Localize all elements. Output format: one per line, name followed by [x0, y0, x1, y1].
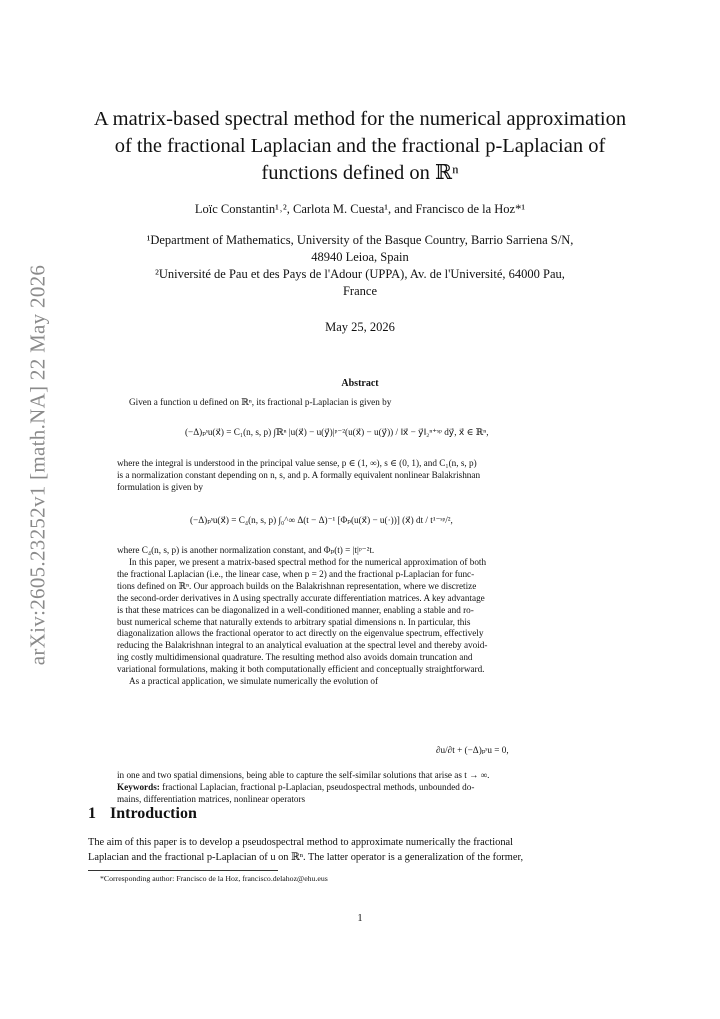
abstract-line: Given a function u defined on ℝⁿ, its fractional p-Laplacian is given by: [129, 397, 392, 407]
affiliation-line: France: [342, 284, 377, 298]
abstract-line: tions defined on ℝⁿ. Our approach builds on the Balakrishnan representation, where we discretize: [117, 580, 477, 591]
title-line: A matrix-based spectral method for the numerical approximation: [93, 108, 627, 130]
body-line: Laplacian and the fractional p-Laplacian of u on ℝⁿ. The latter operator is a generalization of the former,: [88, 852, 524, 863]
abstract-line: diagonalization allows the fractional operator to act directly on the eigenvalue spectrum, effectively: [117, 628, 484, 639]
abstract-paragraph-4: [117, 557, 605, 688]
keywords-line: mains, differentiation matrices, nonlinear operators: [117, 793, 306, 804]
abstract-line: in one and two spatial dimensions, being able to capture the self-similar solutions that arise as t → ∞.: [117, 770, 490, 780]
abstract-line: the fractional Laplacian (i.e., the linear case, when p = 2) and the fractional p-Laplacian for func-: [117, 568, 475, 579]
equation-balakrishnan: (−Δ)ₚˢu(x⃗) = C₄(n, s, p) ∫₀^∞ Δ(t − Δ)⁻¹ [Φₚ(u(x⃗) − u(·))] (x⃗) dt / t¹⁻ˢᵖ/²,: [190, 515, 453, 525]
abstract-line: As a practical application, we simulate numerically the evolution of: [129, 676, 379, 687]
paper-date: May 25, 2026: [325, 320, 395, 334]
equation-fractional-p-laplacian: (−Δ)ₚˢu(x⃗) = C₁(n, s, p) ∫ℝⁿ |u(x⃗) − u(y⃗)|ᵖ⁻²(u(x⃗) − u(y⃗)) / ‖x⃗ − y⃗‖₂ⁿ⁺ˢᵖ dy⃗, x⃗ ∈ ℝⁿ,: [185, 427, 489, 437]
affiliations: [80, 232, 640, 300]
title-line: functions defined on ℝⁿ: [261, 162, 459, 184]
abstract-line: variational formulations, making it both computationally efficient and conceptually straightforward.: [117, 664, 485, 675]
footnote-rule: [88, 870, 278, 871]
abstract-line: the second-order derivatives in Δ using spectrally accurate differentiation matrices. A key advantage: [117, 592, 485, 603]
keywords-label: Keywords:: [117, 781, 160, 792]
page-number: 1: [357, 913, 363, 924]
keywords-line: [117, 782, 605, 794]
footnote: *Corresponding author: Francisco de la Hoz, francisco.delahoz@ehu.eus: [100, 874, 328, 883]
paper-title: [80, 106, 640, 187]
abstract-line: is that these matrices can be diagonalized in a well-conditioned manner, enabling a stable and ro-: [117, 604, 474, 615]
abstract-line: In this paper, we present a matrix-based spectral method for the numerical approximation of both: [129, 557, 487, 567]
abstract-line: is a normalization constant depending on n, s, and p. A formally equivalent nonlinear Balakrishnan: [117, 469, 481, 480]
title-line: of the fractional Laplacian and the fractional p-Laplacian of: [114, 135, 606, 157]
body-line: The aim of this paper is to develop a pseudospectral method to approximate numerically the fractional: [88, 837, 514, 848]
abstract-line: ing costly multidimensional quadrature. The resulting method also avoids domain truncation and: [117, 652, 473, 663]
section-heading: [88, 805, 197, 823]
equation-evolution: ∂u/∂t + (−Δ)ₚˢu = 0,: [436, 745, 509, 755]
abstract-line: reducing the Balakrishnan integral to an analytical evaluation at the spectral level and thereby avoid-: [117, 640, 488, 651]
arxiv-stamp: arXiv:2605.23252v1 [math.NA] 22 May 2026: [25, 264, 50, 666]
abstract-line: formulation is given by: [117, 481, 203, 492]
author-list: Loïc Constantin¹˒², Carlota M. Cuesta¹, and Francisco de la Hoz*¹: [194, 202, 526, 216]
affiliation-line: ¹Department of Mathematics, University of the Basque Country, Barrio Sarriena S/N,: [146, 233, 574, 247]
abstract-heading: Abstract: [341, 378, 379, 389]
abstract-paragraph-2: [117, 458, 605, 494]
affiliation-line: 48940 Leioa, Spain: [311, 250, 409, 264]
abstract-line: bust numerical scheme that naturally extends to arbitrary spatial dimensions n. In particular, this: [117, 616, 471, 627]
abstract-line: where the integral is understood in the principal value sense, p ∈ (1, ∞), s ∈ (0, 1), and C₁(n, s, p): [117, 458, 477, 468]
intro-paragraph: [88, 835, 636, 865]
abstract-paragraph-3: [117, 545, 605, 557]
section-title: Introduction: [110, 805, 197, 822]
abstract-paragraph-6-text: [117, 770, 605, 806]
abstract-intro: [117, 397, 605, 409]
abstract-paragraph-6: [117, 745, 605, 757]
keywords-text: fractional Laplacian, fractional p-Laplacian, pseudospectral methods, unbounded do-: [162, 781, 475, 792]
section-number: 1: [88, 805, 96, 822]
abstract-line: where C₄(n, s, p) is another normalization constant, and Φₚ(t) = |t|ᵖ⁻²t.: [117, 545, 375, 555]
affiliation-line: ²Université de Pau et des Pays de l'Adour (UPPA), Av. de l'Université, 64000 Pau,: [155, 267, 565, 281]
